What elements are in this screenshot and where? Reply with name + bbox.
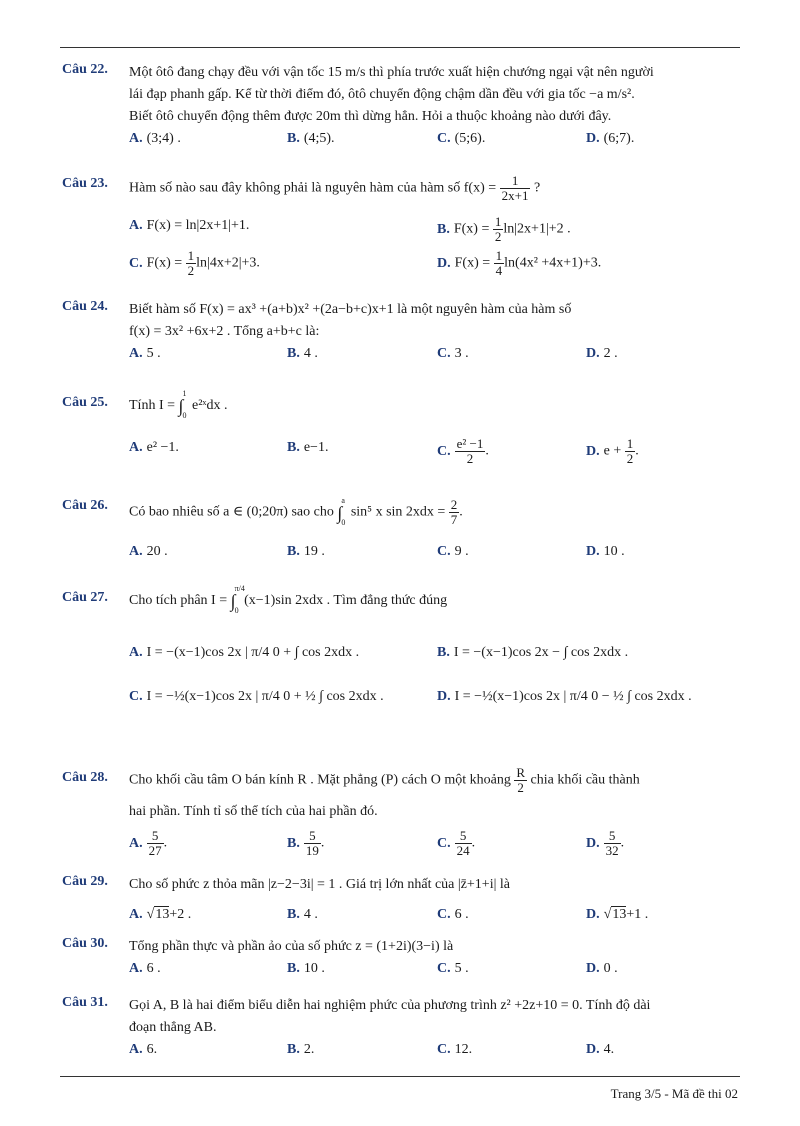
option-a[interactable]: A. F(x) = ln|2x+1|+1. [129,218,250,233]
question-text: Cho số phức z thỏa mãn |z−2−3i| = 1 . Giá trị lớn nhất của |z̄+1+i| là [129,877,510,892]
options-row [129,904,740,928]
options-row [129,829,740,863]
option-b[interactable]: B. $\frac{5}{19}$ . [287,828,325,858]
option-a[interactable]: A. (3;4) . [129,131,181,146]
question-25 [62,389,740,471]
question-30 [62,936,740,982]
option-b[interactable]: B. I = −(x−1)cos 2x − ∫ cos 2xdx . [437,645,629,661]
question-text: Gọi A, B là hai điểm biểu diễn hai nghiệm phức của phương trình z² +2z+10 = 0. Tính độ dài đoạn thẳng AB. [129,998,651,1035]
option-d[interactable]: D. 10 . [586,544,625,559]
option-d[interactable]: D. $\frac{5}{32}$ . [586,828,625,858]
question-label: Câu 29. [62,874,108,889]
option-a[interactable]: A. 5 . [129,346,161,361]
option-c[interactable]: C. 6 . [437,907,469,922]
option-c[interactable]: C. 5 . [437,961,469,976]
option-d[interactable]: D. 2 . [586,346,618,361]
question-text: Tính I = ∫ 1 0 e²ˣdx . [129,389,228,420]
options-row [129,343,740,367]
top-rule [60,47,740,48]
option-c[interactable]: C. I = −½(x−1)cos 2x | π/4 0 + ½ ∫ cos 2xdx . [129,689,384,705]
option-a[interactable]: A. I = −(x−1)cos 2x | π/4 0 + ∫ cos 2xdx . [129,645,360,661]
integral-sign: ∫ a 0 [337,495,346,527]
option-c[interactable]: C. (5;6). [437,131,486,146]
option-b[interactable]: B. (4;5). [287,131,335,146]
question-label: Câu 23. [62,176,108,191]
question-24 [62,299,740,367]
option-b[interactable]: B. e−1. [287,440,329,456]
question-label: Câu 28. [62,770,108,785]
option-d[interactable]: D. √13+1 . [586,907,649,922]
option-b[interactable]: B. 4 . [287,907,318,922]
question-28 [62,766,740,863]
options-row [129,215,740,249]
option-c[interactable]: C. F(x) = $\frac{1}{2}$ ln|4x+2|+3. [129,248,260,278]
option-b[interactable]: B. 4 . [287,346,318,361]
fraction: $\frac{1}{2x+1}$ [501,173,529,203]
option-d[interactable]: D. e + $\frac{1}{2}$ . [586,436,639,467]
option-a[interactable]: A. 6 . [129,961,161,976]
options-row [129,437,740,471]
question-26 [62,495,740,565]
question-text: Một ôtô đang chạy đều với vận tốc 15 m/s thì phía trước xuất hiện chướng ngại vật nên người lái đạp phanh gấp. Kể từ thời điểm đó, ôtô chuyển động chậm dần đều với gia tốc −a m/s². Biết ôtô chuyển động thêm được 20m thì dừng hẳn. Hỏi a thuộc khoảng nào dưới đây. [129,65,654,124]
page-footer: Trang 3/5 - Mã đề thi 02 [610,1086,738,1101]
option-a[interactable]: A. e² −1. [129,440,179,456]
option-c[interactable]: C. 9 . [437,544,469,559]
question-label: Câu 25. [62,395,108,410]
option-d[interactable]: D. (6;7). [586,131,635,146]
bottom-rule [60,1076,740,1077]
question-31 [62,995,740,1063]
question-label: Câu 24. [62,299,108,314]
question-label: Câu 22. [62,62,108,77]
options-row [129,958,740,982]
question-text: Có bao nhiêu số a ∈ (0;20π) sao cho ∫ a 0 sin⁵ x sin 2xdx = $\frac{2}{7}$ . [129,495,463,527]
options-row [129,642,740,686]
option-a[interactable]: A. 6. [129,1042,158,1057]
question-label: Câu 30. [62,936,108,951]
option-d[interactable]: D. 0 . [586,961,618,976]
integral-sign: ∫ 1 0 [178,389,187,420]
question-22 [62,62,740,152]
options-row [129,541,740,565]
question-text: Cho khối cầu tâm O bán kính R . Mặt phẳng (P) cách O một khoảng $\frac{R}{2}$ chia khối cầu thành hai phần. Tính tỉ số thể tích của hai phần đó. [129,765,640,819]
option-c[interactable]: C. $\frac{\text{e² −1}}{2}$ . [437,436,489,467]
question-text: Tổng phần thực và phần ảo của số phức z = (1+2i)(3−i) là [129,939,454,954]
option-b[interactable]: B. F(x) = $\frac{1}{2}$ ln|2x+1|+2 . [437,214,571,244]
question-label: Câu 27. [62,590,108,605]
options-row [129,1039,740,1063]
option-b[interactable]: B. 2. [287,1042,315,1057]
question-label: Câu 26. [62,498,108,513]
option-b[interactable]: B. 10 . [287,961,325,976]
option-b[interactable]: B. 19 . [287,544,325,559]
question-label: Câu 31. [62,995,108,1010]
question-text: Biết hàm số F(x) = ax³ +(a+b)x² +(2a−b+c)x+1 là một nguyên hàm của hàm số f(x) = 3x² +6x+2 . Tổng a+b+c là: [129,302,572,339]
option-c[interactable]: C. 3 . [437,346,469,361]
question-27 [62,584,740,730]
options-row [129,249,740,283]
option-d[interactable]: D. F(x) = $\frac{1}{4}$ ln(4x² +4x+1)+3. [437,248,602,278]
option-d[interactable]: D. I = −½(x−1)cos 2x | π/4 0 − ½ ∫ cos 2xdx . [437,689,692,705]
option-a[interactable]: A. 20 . [129,544,168,559]
options-row [129,128,740,152]
option-a[interactable]: A. √13+2 . [129,907,192,922]
question-23 [62,174,740,283]
question-text: Cho tích phân I = ∫ π/4 0 (x−1)sin 2xdx . Tìm đẳng thức đúng [129,584,448,615]
integral-sign: ∫ π/4 0 [230,584,245,615]
option-c[interactable]: C. 12. [437,1042,473,1057]
question-29 [62,874,740,928]
question-text: Hàm số nào sau đây không phải là nguyên hàm của hàm số f(x) = $\frac{1}{2x+1}$ ? [129,173,541,203]
option-d[interactable]: D. 4. [586,1042,615,1057]
option-c[interactable]: C. $\frac{5}{24}$ . [437,828,476,858]
options-row [129,686,740,730]
option-a[interactable]: A. $\frac{5}{27}$ . [129,828,168,858]
